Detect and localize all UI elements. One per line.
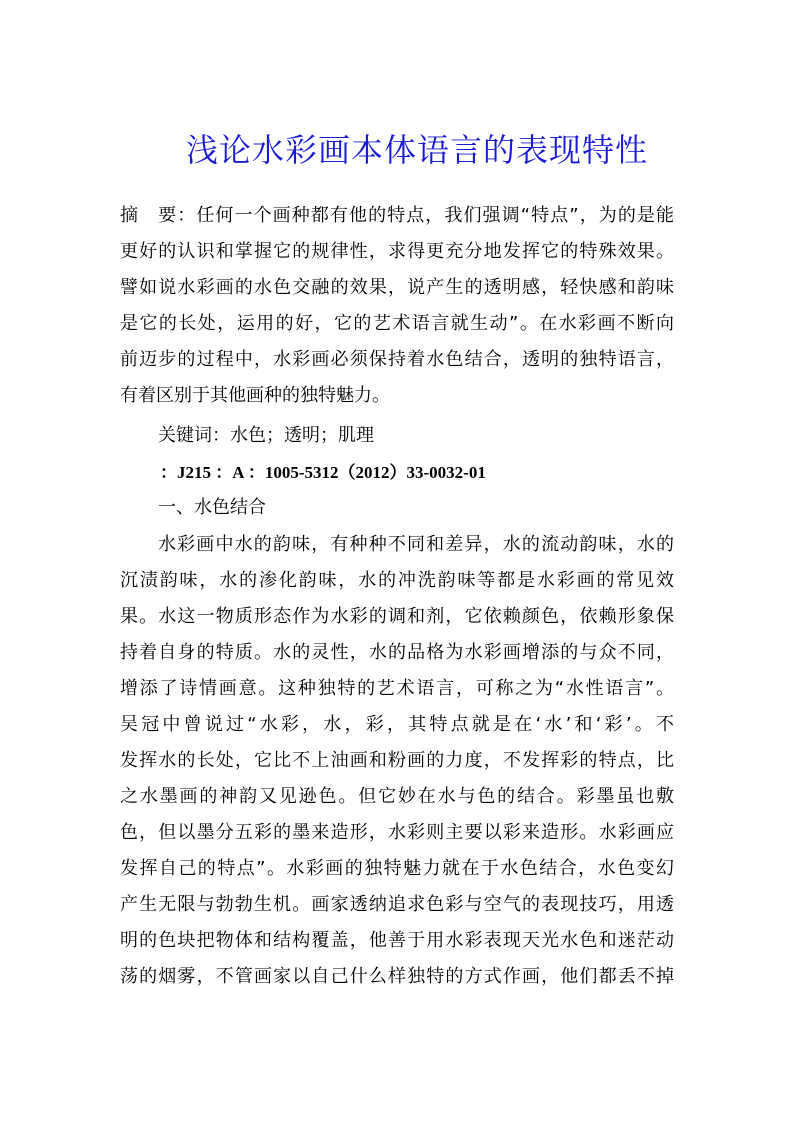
abstract-label-2: 要： — [157, 205, 197, 226]
abstract-line-6: 有着区别于其他画种的独特魅力。 — [120, 385, 390, 406]
body-line-6: 吴冠中曾说过“水彩，水，彩，其特点就是在‘水’和‘彩’。不 — [120, 714, 674, 735]
body-line-9: 色，但以墨分五彩的墨来造形，水彩则主要以彩来造形。水彩画应 — [120, 822, 674, 843]
body-line-13: 荡的烟雾，不管画家以自己什么样独特的方式作画，他们都丢不掉 — [120, 966, 674, 987]
body-line-11: 产生无限与勃勃生机。画家透纳追求色彩与空气的表现技巧，用透 — [120, 894, 674, 915]
body-line-10: 发挥自己的特点”。水彩画的独特魅力就在于水色结合，水色变幻 — [120, 858, 674, 879]
document-title: 浅论水彩画本体语言的表现特性 — [185, 131, 648, 169]
body-line-4: 持着自身的特质。水的灵性，水的品格为水彩画增添的与众不同， — [120, 642, 674, 663]
abstract-line-2: 更好的认识和掌握它的规律性，求得更充分地发挥它的特殊效果。 — [120, 241, 674, 262]
body-line-8: 之水墨画的神韵又见逊色。但它妙在水与色的结合。彩墨虽也敷 — [120, 786, 674, 807]
body-line-3: 果。水这一物质形态作为水彩的调和剂，它依赖颜色，依赖形象保 — [120, 606, 674, 627]
abstract-line-1 — [120, 205, 674, 227]
abstract-label-1: 摘 — [120, 205, 140, 226]
body-line-2: 沉渍韵味，水的渗化韵味，水的冲洗韵味等都是水彩画的常见效 — [120, 570, 674, 591]
abstract-line-5: 前迈步的过程中，水彩画必须保持着水色结合，透明的独特语言， — [120, 349, 674, 370]
section-heading: 一、水色结合 — [158, 497, 266, 518]
abstract-line-3: 譬如说水彩画的水色交融的效果，说产生的透明感，轻快感和韵味 — [120, 277, 674, 298]
keywords-line: 关键词：水色；透明；肌理 — [158, 425, 374, 446]
body-line-1: 水彩画中水的韵味，有种种不同和差异，水的流动韵味，水的 — [158, 534, 674, 555]
body-line-12: 明的色块把物体和结构覆盖，他善于用水彩表现天光水色和迷茫动 — [120, 930, 674, 951]
classification-meta-line: ：J215 ：A ：1005-5312（2012）33-0032-01 — [160, 463, 486, 482]
abstract-line-4: 是它的长处，运用的好，它的艺术语言就生动”。在水彩画不断向 — [120, 313, 674, 334]
body-line-7: 发挥水的长处，它比不上油画和粉画的力度，不发挥彩的特点，比 — [120, 750, 674, 771]
abstract-text: 任何一个画种都有他的特点，我们强调“特点”，为的是能 — [196, 205, 675, 226]
body-line-5: 增添了诗情画意。这种独特的艺术语言，可称之为“水性语言”。 — [120, 678, 674, 699]
